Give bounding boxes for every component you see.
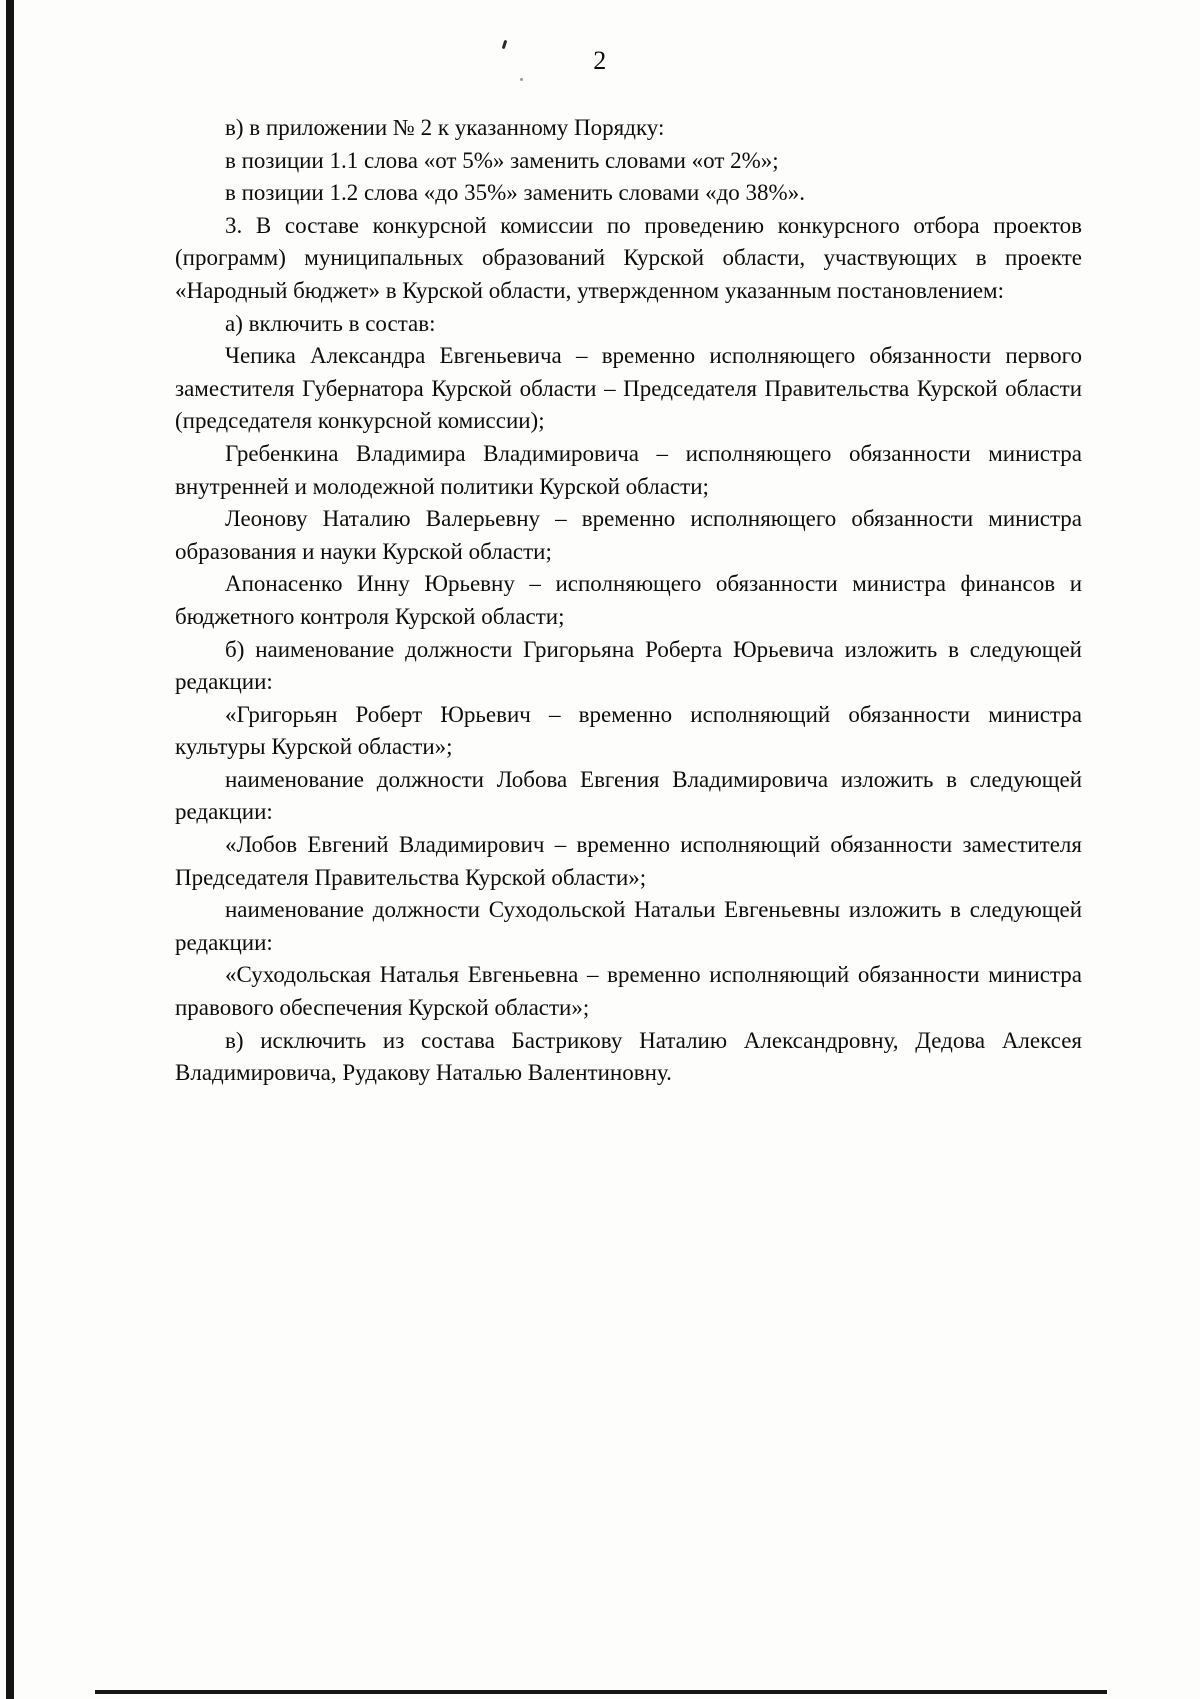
paragraph: наименование должности Суходольской Натальи Евгеньевны изложить в следующей редакции: [175,897,1082,955]
paragraph: «Григорьян Роберт Юрьевич – временно исполняющий обязанности министра культуры Курской области»; [175,701,1082,760]
paragraph: 3. В составе конкурсной комиссии по проведению конкурсного отбора проектов (программ) муниципальных образований Курской области, участвующих в проекте «Народный бюджет» в Курской области, утвержденном указанным постановлением: [175,212,1082,303]
paragraph: Апонасенко Инну Юрьевну – исполняющего обязанности министра финансов и бюджетного контроля Курской области; [175,571,1082,629]
paragraph: Леонову Наталию Валерьевну – временно исполняющего обязанности министра образования и науки Курской области; [175,506,1082,564]
paragraph: б) наименование должности Григорьяна Роберта Юрьевича изложить в следующей редакции: [175,636,1082,695]
paragraph: в позиции 1.2 слова «до 35%» заменить словами «до 38%». [225,180,805,206]
document-body [175,112,1082,1090]
paragraph: Чепика Александра Евгеньевича – временно исполняющего обязанности первого заместителя Губернатора Курской области – Председателя Правительства Курской области (председателя конкурсной комиссии); [175,343,1082,434]
page-number: 2 [593,46,607,75]
paragraph: Гребенкина Владимира Владимировича – исполняющего обязанности министра внутренней и молодежной политики Курской области; [175,440,1082,499]
paragraph: а) включить в состав: [225,310,436,336]
paragraph: «Суходольская Наталья Евгеньевна – временно исполняющий обязанности министра правового обеспечения Курской области»; [175,962,1082,1021]
paragraph: в) в приложении № 2 к указанному Порядку: [225,115,665,140]
scan-speck-artifact [520,78,523,81]
paragraph: «Лобов Евгений Владимирович – временно исполняющий обязанности заместителя Председателя Правительства Курской области»; [175,832,1082,890]
paragraph: наименование должности Лобова Евгения Владимировича изложить в следующей редакции: [175,766,1082,825]
scan-edge-artifact-bottom [95,1690,1107,1694]
paragraph: в позиции 1.1 слова «от 5%» заменить словами «от 2%»; [225,147,779,173]
scan-edge-artifact-left [6,0,14,1699]
paragraph: в) исключить из состава Бастрикову Наталию Александровну, Дедова Алексея Владимировича, Рудакову Наталью Валентиновну. [175,1027,1082,1086]
